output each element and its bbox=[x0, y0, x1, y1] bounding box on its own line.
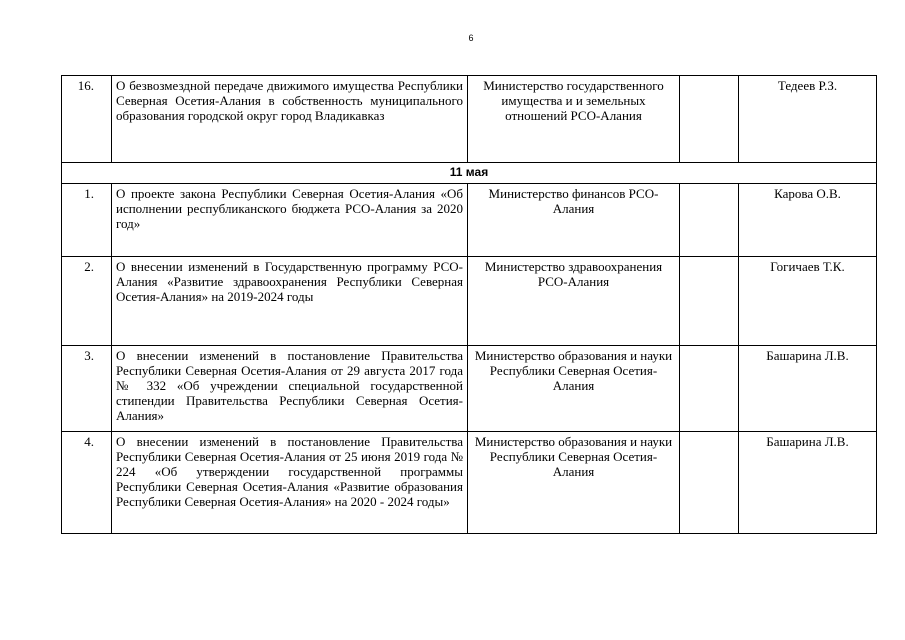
empty-cell bbox=[680, 257, 739, 346]
table-row bbox=[62, 432, 877, 534]
item-title: О внесении изменений в постановление Правительства Республики Северная Осетия-Алания от 25 июня 2019 года № 224 «Об утверждении государственной программы Республики Северная Осетия-Алания «Развитие образования Республики Северная Осетия-Алания» на 2020 - 2024 годы» bbox=[112, 432, 468, 534]
item-speaker: Башарина Л.В. bbox=[739, 346, 877, 432]
item-ministry: Министерство образования и науки Республики Северная Осетия-Алания bbox=[468, 346, 680, 432]
item-title: О проекте закона Республики Северная Осетия-Алания «Об исполнении республиканского бюджета РСО-Алания за 2020 год» bbox=[112, 184, 468, 257]
item-number: 2. bbox=[62, 257, 112, 346]
table-row bbox=[62, 76, 877, 163]
item-number: 1. bbox=[62, 184, 112, 257]
table-row bbox=[62, 184, 877, 257]
page-number: 6 bbox=[468, 33, 474, 43]
item-ministry: Министерство здравоохранения РСО-Алания bbox=[468, 257, 680, 346]
item-number: 16. bbox=[62, 76, 112, 163]
table-row bbox=[62, 257, 877, 346]
empty-cell bbox=[680, 184, 739, 257]
item-speaker: Карова О.В. bbox=[739, 184, 877, 257]
item-number: 4. bbox=[62, 432, 112, 534]
item-ministry: Министерство образования и науки Республики Северная Осетия-Алания bbox=[468, 432, 680, 534]
empty-cell bbox=[680, 432, 739, 534]
item-title: О внесении изменений в постановление Правительства Республики Северная Осетия-Алания от 29 августа 2017 года № 332 «Об учреждении специальной государственной стипендии Правительства Республики Северная Осетия-Алания» bbox=[112, 346, 468, 432]
item-speaker: Башарина Л.В. bbox=[739, 432, 877, 534]
item-title: О безвозмездной передаче движимого имущества Республики Северная Осетия-Алания в собственность муниципального образования городской округ город Владикавказ bbox=[112, 76, 468, 163]
item-speaker: Тедеев Р.З. bbox=[739, 76, 877, 163]
table-row bbox=[62, 346, 877, 432]
date-header-row bbox=[62, 163, 877, 184]
item-title: О внесении изменений в Государственную программу РСО-Алания «Развитие здравоохранения Республики Северная Осетия-Алания» на 2019-2024 годы bbox=[112, 257, 468, 346]
empty-cell bbox=[680, 346, 739, 432]
item-ministry: Министерство финансов РСО-Алания bbox=[468, 184, 680, 257]
date-header: 11 мая bbox=[62, 163, 877, 184]
item-speaker: Гогичаев Т.К. bbox=[739, 257, 877, 346]
empty-cell bbox=[680, 76, 739, 163]
agenda-table bbox=[61, 75, 877, 534]
item-number: 3. bbox=[62, 346, 112, 432]
item-ministry: Министерство государственного имущества и и земельных отношений РСО-Алания bbox=[468, 76, 680, 163]
